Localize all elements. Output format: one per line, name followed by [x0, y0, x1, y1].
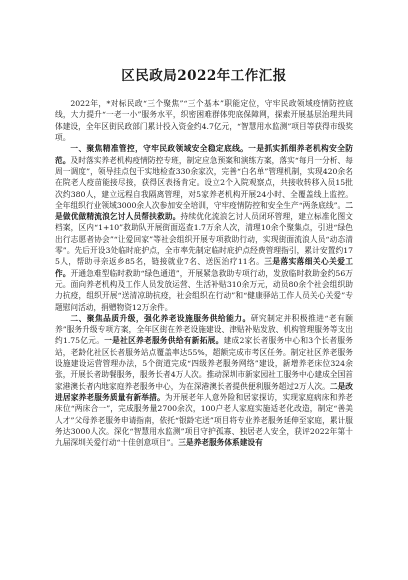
bold-text-run: 一是社区养老服务供给有新拓展。: [104, 336, 224, 346]
paragraph: [55, 98, 353, 143]
text-run: 建成2家长者服务中心和3个长者服务站，老龄化社区长者服务站点覆盖率达55%，超额完成市考区任务。制定社区养老服务设施建设运营管理办法，5个街道完成“四级养老服务网络”建设，新增养老床位324余张，开展长者助餐服务，服务长者4万人次。推动深圳市新家园社工服务中心建成全国首家港澳长者内地家庭养老服务中心，为在深港澳长者提供便利服务超过2万人次。: [55, 336, 353, 391]
text-run: 开通急难型临时救助“绿色通道”，开展紧急救助专项行动，发放临时救助金约56万元。面向养老机构及工作人员发放运营、生活补贴310余万元，动员80余个社会组织助力抗疫，组织开展“送清凉助抗疫，社会组织在行动”和“健康驿站工作人员关心关爱”专题慰问活动，捐赠物资12万余件。: [55, 268, 353, 312]
bold-text-run: 二是改进居家养老服务质量有新举措。: [55, 381, 353, 402]
text-run: 研究制定并积极推进“老有颐养”服务升级专项方案，全年区街在养老设施建设、津贴补贴发放、机构管理服务等支出约1.75亿元。: [55, 313, 353, 346]
text-run: 为开展老年人意外险和居家探访，实现家庭病床和养老床位“两床合一”，完成服务量2700余次，100户老人家庭实施适老化改造，制定“善美人才”父母养老服务申请指南，依托“银龄宅送”项目将专业养老服务延伸至家庭，累计服务达3000人次。深化“智慧用水监测”项目守护孤寡、独居老人安全，获评2022年第十九届深圳关爱行动“十佳创意项目”。: [55, 392, 353, 448]
text-run: 2022年，*对标民政“三个聚焦”“三个基本”职能定位，守牢民政领域疫情防控底线，大力提升“一老一小”服务水平，织密困难群体兜底保障网，探索开展基层治理共同体建设，全年区街民政部门累计投入资金约4.7亿元，“智慧用水监测”项目等获得市级奖项。: [55, 99, 353, 143]
paragraph: [55, 313, 353, 449]
bold-text-run: 二是做优做精流浪乞讨人员帮扶救助。: [55, 200, 353, 222]
bold-text-run: 三是落实落细关心关爱工作。: [55, 257, 353, 278]
text-run: 及时落实养老机构疫情防控专班，制定应急预案和演练方案，落实“每月一分析、每周一调度”，领导挂点包干实地检查330余家次，完善“白名单”管理机制，实现420余名在院老人疫苗能接尽接，获得区表扬肯定。设立2个入院观察点，共接收转移入员15批次约380人，建立远程自我隔离管理，对5家养老机构开展24小时、全覆盖线上监控。全年组织行业领域3000余人次参加安全培训，守牢疫情防控和安全生产“两条底线”。: [55, 155, 353, 210]
text-run: 持续优化流浪乞讨人员闭环管理，建立标准化图文档案，区内“1+10”救助队开展街面巡查1.7万余人次，清理10余个聚集点，引进“绿色出行志愿者协会”“让爱回家”等社会组织开展专项救助行动，实现街面流浪人员“动态清零”。先后开设3处临时庇护点，全市率先制定临时庇护点经费管理指引，累计安置约175人，帮助寻亲返乡85名，链接就业7名、送医治疗11名。: [55, 212, 353, 267]
bold-text-run: 一、聚焦精准管控，守牢民政领域安全稳定底线。一是抓实抓细养老机构安全防范。: [55, 144, 353, 165]
document-body: [55, 98, 353, 448]
bold-text-run: 二、聚焦品质升级，强化养老设施服务供给能力。: [70, 313, 251, 323]
paragraph: [55, 143, 353, 312]
bold-text-run: 三是养老服务体系建设有: [178, 438, 263, 448]
document-title: 区民政局2022年工作汇报: [121, 68, 287, 84]
